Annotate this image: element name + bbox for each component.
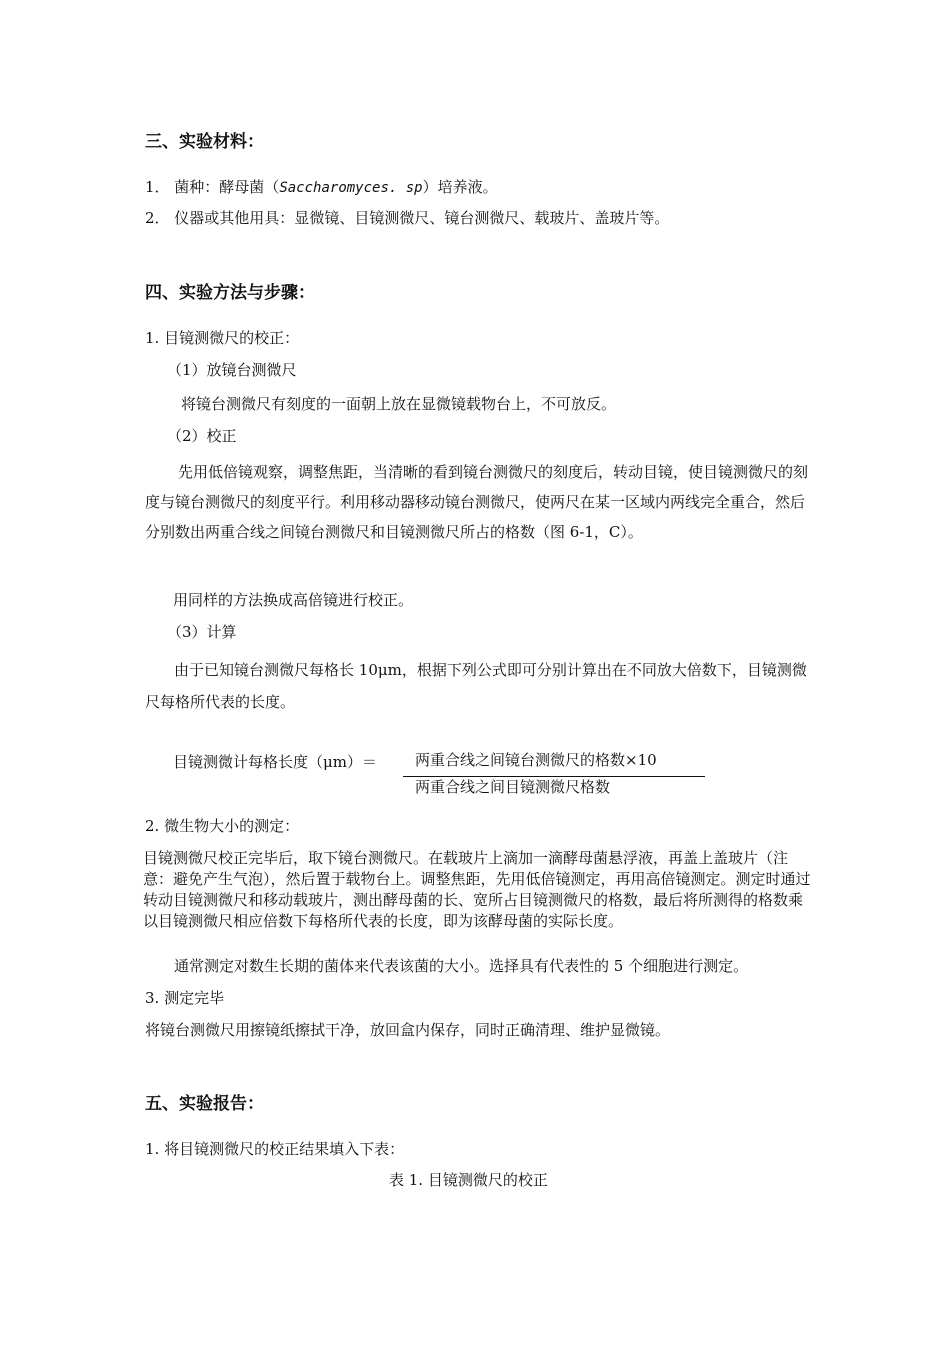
substep-3-heading: （3）计算 — [167, 623, 237, 641]
section-4-heading: 四、实验方法与步骤： — [145, 283, 315, 303]
step-3-heading: 3. 测定完毕 — [145, 989, 225, 1007]
step-2-text-2: 通常测定对数生长期的菌体来代表该菌的大小。选择具有代表性的 5 个细胞进行测定。 — [174, 957, 749, 975]
species-name: Saccharomyces. sp — [279, 180, 423, 196]
step-1-heading: 1. 目镜测微尺的校正： — [145, 329, 300, 347]
section-5-heading: 五、实验报告： — [145, 1094, 264, 1114]
substep-2-paragraph: 先用低倍镜观察，调整焦距，当清晰的看到镜台测微尺的刻度后，转动目镜，使目镜测微尺的刻度与镜台测微尺的刻度平行。利用移动器移动镜台测微尺，使两尺在某一区域内两线完全重合，然后分别数出两重合线之间镜台测微尺和目镜测微尺所占的格数（图 6-1，C）。 — [145, 463, 809, 541]
step-3-text: 将镜台测微尺用擦镜纸擦拭干净，放回盒内保存，同时正确清理、维护显微镜。 — [145, 1021, 671, 1039]
step-2-paragraph: 目镜测微尺校正完毕后，取下镜台测微尺。在载玻片上滴加一滴酵母菌悬浮液，再盖上盖玻片（注意：避免产生气泡），然后置于载物台上。调整焦距，先用低倍镜测定，再用高倍镜测定。测定时通过转动目镜测微尺和移动载玻片，测出酵母菌的长、宽所占目镜测微尺的格数，最后将所测得的格数乘以目镜测微尺相应倍数下每格所代表的长度，即为该酵母菌的实际长度。 — [143, 849, 811, 930]
materials-item-1-suffix: ）培养液。 — [422, 178, 498, 196]
substep-3-paragraph: 由于已知镜台测微尺每格长 10μm，根据下列公式即可分别计算出在不同放大倍数下，目镜测微尺每格所代表的长度。 — [145, 661, 807, 711]
substep-1-text: 将镜台测微尺有刻度的一面朝上放在显微镜载物台上，不可放反。 — [181, 395, 617, 413]
formula-denominator: 两重合线之间目镜测微尺格数 — [415, 778, 611, 796]
substep-1-heading: （1）放镜台测微尺 — [167, 361, 297, 379]
table-caption: 表 1. 目镜测微尺的校正 — [389, 1171, 548, 1189]
substep-2-heading: （2）校正 — [167, 427, 237, 445]
materials-item-1-prefix: 1． 菌种：酵母菌（ — [145, 178, 280, 196]
materials-item-1 — [145, 178, 498, 198]
report-item-1: 1. 将目镜测微尺的校正结果填入下表： — [145, 1140, 405, 1158]
step-2-heading: 2. 微生物大小的测定： — [145, 817, 300, 835]
fraction-line — [403, 776, 705, 777]
formula-numerator: 两重合线之间镜台测微尺的格数×10 — [415, 751, 657, 769]
substep-2-text-2: 用同样的方法换成高倍镜进行校正。 — [173, 591, 414, 609]
section-3-heading: 三、实验材料： — [145, 132, 264, 152]
formula-left: 目镜测微计每格长度（μm）＝ — [173, 753, 377, 771]
materials-item-2: 2． 仪器或其他用具：显微镜、目镜测微尺、镜台测微尺、载玻片、盖玻片等。 — [145, 209, 670, 227]
